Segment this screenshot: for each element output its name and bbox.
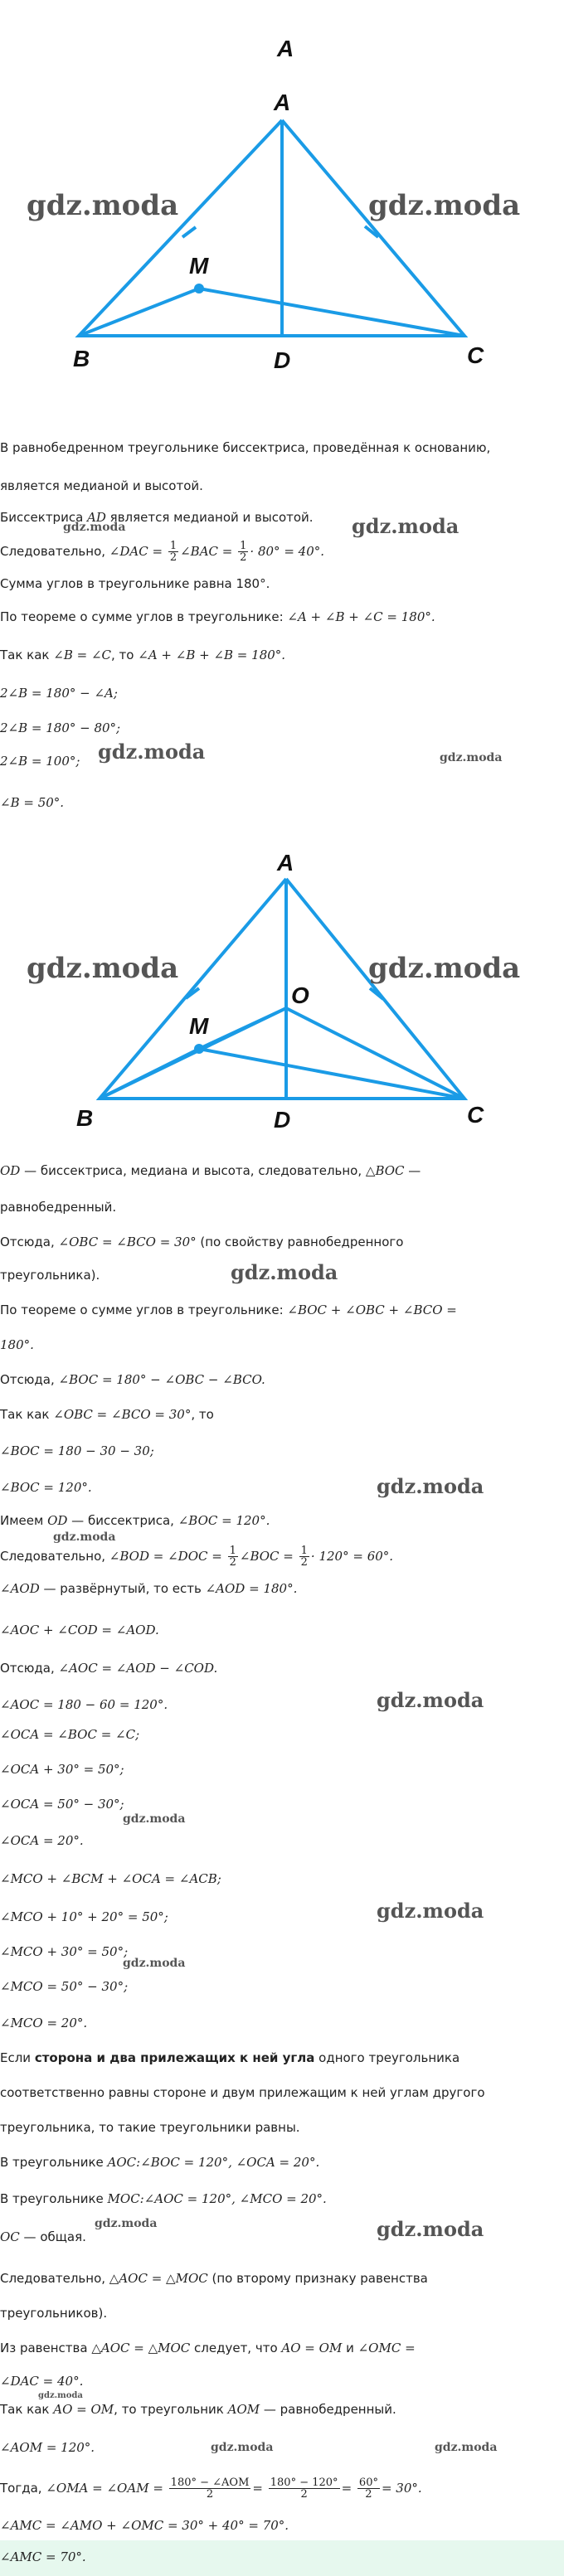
text-line: треугольников). — [0, 2306, 108, 2321]
text-span: — развёрнутый, то есть — [39, 1581, 206, 1596]
figure-triangle-abc-1 — [0, 0, 564, 373]
text-line: В равнобедренном треугольнике биссектриса, проведённая к основанию, — [0, 440, 491, 455]
text-line: ∠MCO + 30° = 50°; — [0, 1944, 129, 1959]
text-line: ∠BOC = 120°. — [0, 1480, 92, 1495]
text-line — [0, 2154, 547, 2171]
figure2-label-d: D — [274, 1107, 291, 1133]
fraction-numerator: 1 — [229, 1545, 236, 1557]
text-line — [0, 1162, 547, 1179]
math-span: △BOC — [365, 1163, 405, 1178]
watermark: gdz.moda — [123, 1812, 186, 1826]
text-line: ∠AOM = 120°. — [0, 2440, 95, 2455]
text-line: ∠DAC = 40°. — [0, 2374, 84, 2389]
text-line: ∠OCA = 20°. — [0, 1833, 84, 1848]
text-span: следует, что — [190, 2341, 282, 2355]
figure1-label-b: B — [73, 346, 90, 371]
text-span: — — [404, 1163, 421, 1178]
fraction-denominator: 2 — [169, 551, 177, 564]
figure1-label-m: M — [189, 253, 209, 279]
math-span: ∠OBC = ∠BCO = 30° — [53, 1407, 192, 1422]
text-span: Отсюда, — [0, 1661, 59, 1676]
fraction-numerator: 180° − 120° — [270, 2477, 338, 2489]
text-line — [0, 1580, 547, 1597]
math-span: = 30°. — [381, 2481, 422, 2496]
fraction — [228, 1545, 238, 1568]
text-span: — общая. — [19, 2229, 86, 2244]
fraction — [168, 541, 178, 563]
fraction — [357, 2477, 380, 2500]
text-line: ∠AMC = ∠AMO + ∠OMC = 30° + 40° = 70°. — [0, 2518, 289, 2533]
math-span: ∠BAC = — [180, 544, 233, 559]
text-span: Из равенства — [0, 2341, 92, 2355]
math-span: ∠A + ∠B + ∠C = 180°. — [287, 609, 435, 624]
figure1-point-m — [194, 284, 204, 293]
text-span: , то треугольник — [114, 2402, 228, 2417]
watermark: gdz.moda — [368, 189, 521, 222]
math-span: ∠AOD = 180°. — [205, 1581, 298, 1596]
math-span: ∠AOD — [0, 1581, 40, 1596]
text-line: 2∠B = 100°; — [0, 754, 80, 769]
math-span: AO = OM — [53, 2402, 114, 2417]
text-line: ∠AOC = 180 − 60 = 120°. — [0, 1697, 168, 1712]
text-line: ∠BOC = 180 − 30 − 30; — [0, 1443, 154, 1458]
math-span: · 80° = 40°. — [250, 544, 325, 559]
math-span: ∠B = ∠C — [53, 648, 112, 662]
text-span: В треугольнике — [0, 2155, 108, 2170]
math-span: AOC:∠BOC = 120°, ∠OCA = 20°. — [107, 2155, 320, 2170]
text-span: — биссектриса, медиана и высота, следовательно, — [20, 1163, 366, 1178]
text-span: В треугольнике — [0, 2191, 108, 2206]
watermark: gdz.moda — [27, 189, 179, 222]
fraction — [299, 1545, 309, 1568]
text-line: равнобедренный. — [0, 1200, 117, 1215]
fraction-denominator: 2 — [300, 2488, 308, 2501]
text-span: — равнобедренный. — [260, 2402, 396, 2417]
text-line: соответственно равны стороне и двум прилежащим к ней углам другого — [0, 2085, 485, 2100]
text-span: По теореме о сумме углов в треугольнике: — [0, 1303, 288, 1317]
math-span: = — [341, 2481, 352, 2496]
fraction-numerator: 60° — [358, 2477, 378, 2489]
text-line — [0, 541, 547, 563]
math-span: AO = OM — [281, 2341, 343, 2355]
watermark: gdz.moda — [435, 2441, 498, 2454]
fraction-denominator: 2 — [300, 1556, 308, 1569]
math-span: ∠A + ∠B + ∠B = 180°. — [138, 648, 286, 662]
text-span: Так как — [0, 1407, 54, 1422]
text-line: ∠B = 50°. — [0, 795, 65, 810]
fraction-denominator: 2 — [240, 551, 247, 564]
math-span: OC — [0, 2229, 20, 2244]
math-span: ∠DAC = — [109, 544, 163, 559]
figure2-triangle — [100, 879, 464, 1099]
text-line — [0, 2190, 547, 2207]
text-line: ∠OCA = ∠BOC = ∠C; — [0, 1727, 140, 1742]
text-line — [0, 1234, 547, 1250]
watermark: gdz.moda — [377, 1688, 484, 1712]
figure1-triangle — [79, 120, 464, 336]
watermark: gdz.moda — [377, 1899, 484, 1923]
bold-span: сторона и два прилежащих к ней угла — [34, 2050, 315, 2065]
fraction-denominator: 2 — [365, 2488, 372, 2501]
watermark: gdz.moda — [368, 952, 521, 985]
text-line — [0, 2270, 547, 2287]
fraction — [169, 2477, 251, 2500]
text-span: Тогда, — [0, 2481, 46, 2496]
fraction-numerator: 1 — [169, 540, 177, 552]
text-line — [0, 1660, 547, 1676]
text-span: Так как — [0, 2402, 54, 2417]
text-line — [0, 647, 547, 663]
watermark: gdz.moda — [377, 2217, 484, 2241]
figure1-caption-a: A — [277, 36, 294, 61]
text-span: Отсюда, — [0, 1372, 59, 1387]
math-span: ∠BOC = — [239, 1549, 294, 1564]
fraction-denominator: 2 — [229, 1556, 236, 1569]
text-line: ∠MCO + 10° + 20° = 50°; — [0, 1909, 168, 1924]
text-line — [0, 1371, 547, 1388]
watermark: gdz.moda — [27, 952, 179, 985]
math-span: ∠AOC = ∠AOD − ∠COD. — [58, 1661, 218, 1676]
math-span: OD — [0, 1163, 21, 1178]
figure1-label-d: D — [274, 347, 291, 373]
math-span: · 120° = 60°. — [310, 1549, 394, 1564]
text-line — [0, 2401, 547, 2418]
figure2-label-c: C — [467, 1102, 484, 1128]
answer-line: ∠AMC = 70°. — [0, 2549, 86, 2564]
figure1-label-c: C — [467, 342, 484, 368]
text-line — [0, 2340, 547, 2356]
watermark: gdz.moda — [123, 1957, 186, 1970]
text-span: (по второму признаку равенства — [207, 2271, 428, 2286]
math-span: ∠BOC + ∠OBC + ∠BCO = — [287, 1303, 457, 1317]
math-span: ∠BOD = ∠DOC = — [109, 1549, 222, 1564]
text-span: , то — [111, 648, 139, 662]
figure2-label-a: A — [277, 850, 294, 876]
text-span: Следовательно, — [0, 2271, 109, 2286]
text-line — [0, 2229, 547, 2245]
text-line: ∠OCA + 30° = 50°; — [0, 1762, 124, 1777]
math-span: MOC:∠AOC = 120°, ∠MCO = 20°. — [107, 2191, 327, 2206]
text-line: 2∠B = 180° − ∠A; — [0, 686, 118, 701]
watermark: gdz.moda — [231, 1260, 338, 1284]
text-span: Так как — [0, 648, 54, 662]
text-line — [0, 1512, 547, 1529]
text-line: 2∠B = 180° − 80°; — [0, 720, 121, 735]
text-line — [0, 609, 547, 625]
watermark: gdz.moda — [63, 521, 126, 534]
text-line: ∠AOC + ∠COD = ∠AOD. — [0, 1623, 159, 1637]
text-span: Отсюда, — [0, 1235, 59, 1249]
text-line: ∠MCO = 20°. — [0, 2016, 88, 2030]
watermark: gdz.moda — [95, 2217, 158, 2230]
text-span: Если — [0, 2050, 35, 2065]
text-span: одного треугольника — [314, 2050, 460, 2065]
math-span: ∠BOC = 180° − ∠OBC − ∠BCO. — [58, 1372, 265, 1387]
math-span: AD — [87, 510, 106, 525]
text-line — [0, 1406, 547, 1423]
math-span: = — [252, 2481, 263, 2496]
text-line — [0, 1545, 547, 1568]
fraction-numerator: 1 — [240, 540, 247, 552]
text-span: — биссектриса, — [67, 1513, 178, 1528]
text-span: и — [342, 2341, 358, 2355]
text-line: ∠OCA = 50° − 30°; — [0, 1797, 124, 1812]
text-line: ∠MCO + ∠BCM + ∠OCA = ∠ACB; — [0, 1871, 221, 1886]
text-line: ∠MCO = 50° − 30°; — [0, 1979, 129, 1994]
watermark: gdz.moda — [53, 1531, 116, 1544]
text-span: (по свойству равнобедренного — [196, 1235, 404, 1249]
figure2-point-m — [194, 1044, 204, 1054]
math-span: ∠OBC = ∠BCO = 30° — [58, 1235, 197, 1249]
math-span: △AOC = △MOC — [109, 2271, 208, 2286]
text-span: Биссектриса — [0, 510, 88, 525]
text-span: Имеем — [0, 1513, 48, 1528]
text-span: , то — [191, 1407, 214, 1422]
math-span: ∠BOC = 120°. — [177, 1513, 270, 1528]
text-span: По теореме о сумме углов в треугольнике: — [0, 609, 288, 624]
text-span: Следовательно, — [0, 1549, 109, 1564]
figure2-label-m: M — [189, 1013, 209, 1039]
watermark: gdz.moda — [352, 514, 459, 538]
text-line: 180°. — [0, 1337, 34, 1352]
watermark: gdz.moda — [440, 751, 503, 764]
math-span: △AOC = △MOC — [91, 2341, 191, 2355]
watermark: gdz.moda — [38, 2391, 83, 2400]
text-line — [0, 2050, 547, 2066]
math-span: OD — [47, 1513, 68, 1528]
math-span: AOM — [227, 2402, 260, 2417]
watermark: gdz.moda — [98, 740, 206, 764]
fraction-numerator: 1 — [300, 1545, 308, 1557]
figure2-label-o: O — [291, 982, 309, 1008]
fraction-denominator: 2 — [206, 2488, 214, 2501]
text-line: является медианой и высотой. — [0, 478, 203, 493]
math-span: ∠OMC = — [357, 2341, 416, 2355]
fraction — [269, 2477, 340, 2500]
text-line: треугольника, то такие треугольники равны. — [0, 2120, 300, 2135]
text-line: Сумма углов в треугольнике равна 180°. — [0, 576, 270, 591]
fraction-numerator: 180° − ∠AOM — [170, 2477, 250, 2489]
figure1-label-a: A — [274, 90, 291, 115]
text-line — [0, 1302, 547, 1318]
text-span: Следовательно, — [0, 544, 109, 559]
text-span: является медианой и высотой. — [105, 510, 314, 525]
math-span: ∠OMA = ∠OAM = — [46, 2481, 163, 2496]
fraction — [238, 541, 248, 563]
text-line: треугольника). — [0, 1268, 100, 1283]
figure2-label-b: B — [76, 1105, 94, 1131]
watermark: gdz.moda — [377, 1474, 484, 1498]
watermark: gdz.moda — [211, 2441, 274, 2454]
text-line — [0, 2477, 547, 2500]
